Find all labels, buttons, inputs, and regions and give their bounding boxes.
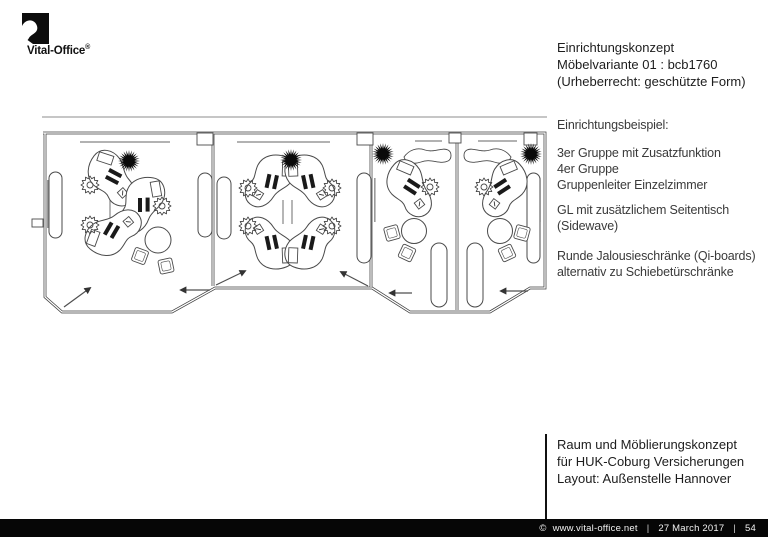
project-block xyxy=(557,436,762,487)
concept-item-3: Gruppenleiter Einzelzimmer xyxy=(557,178,708,192)
round-table-icon xyxy=(488,219,513,244)
footer-date: 27 March 2017 xyxy=(658,522,725,534)
stool-icon xyxy=(498,244,517,263)
project-line-1: Raum und Möblierungskonzept xyxy=(557,437,737,452)
column-icon xyxy=(449,133,461,143)
project-rule xyxy=(545,434,547,519)
round-table-icon xyxy=(145,227,171,253)
footer-page-number: 54 xyxy=(745,522,756,534)
cabinet-icon xyxy=(49,172,62,238)
cabinet-icon xyxy=(217,177,231,239)
footer-website: www.vital-office.net xyxy=(552,522,638,534)
footer-separator: | xyxy=(646,522,650,534)
title-line-1: Einrichtungskonzept xyxy=(557,40,675,55)
concept-item-7: alternativ zu Schiebetürschränke xyxy=(557,265,734,279)
plant-filled-icon xyxy=(518,141,545,168)
column-icon xyxy=(524,133,537,145)
column-icon xyxy=(357,133,373,145)
concept-item-1: 3er Gruppe mit Zusatzfunktion xyxy=(557,146,721,160)
room-2-4er-gruppe xyxy=(238,146,342,277)
door-swing-icon xyxy=(341,272,368,286)
stool-icon xyxy=(383,224,400,241)
title-line-3: (Urheberrecht: geschützte Form) xyxy=(557,74,746,89)
cabinet-icon xyxy=(357,173,371,263)
cabinet-icon xyxy=(527,173,540,263)
brand-name-text: Vital-Office xyxy=(27,44,86,57)
copyright-icon: © xyxy=(539,522,547,534)
door-swing-icon xyxy=(64,288,90,307)
stool-icon xyxy=(398,244,417,263)
cabinet-icon xyxy=(431,243,447,307)
concept-item-2: 4er Gruppe xyxy=(557,162,619,176)
cabinet-icon xyxy=(467,243,483,307)
project-line-2: für HUK-Coburg Versicherungen xyxy=(557,454,745,469)
round-table-icon xyxy=(402,219,427,244)
stool-icon xyxy=(131,247,149,265)
title-line-2: Möbelvariante 01 : bcb1760 xyxy=(557,57,718,72)
plant-filled-icon xyxy=(370,141,397,168)
wall-marker xyxy=(32,219,43,227)
brand-registered-mark: ® xyxy=(85,44,91,51)
concept-item-5: (Sidewave) xyxy=(557,219,619,233)
project-line-3: Layout: Außenstelle Hannover xyxy=(557,471,732,486)
desk-icon xyxy=(378,154,443,224)
stool-icon xyxy=(513,224,530,241)
room-1-3er-gruppe xyxy=(79,144,174,274)
stool-icon xyxy=(158,258,175,275)
desk-icon xyxy=(470,154,535,224)
concept-item-4: GL mit zusätzlichem Seitentisch xyxy=(557,203,730,217)
concept-item-6: Runde Jalousieschränke (Qi-boards) xyxy=(557,249,756,263)
door-swing-icon xyxy=(216,271,245,285)
concept-intro: Einrichtungsbeispiel: xyxy=(557,118,669,132)
footer-bar xyxy=(0,519,768,537)
desk-link xyxy=(283,200,292,224)
footer-separator: | xyxy=(733,522,737,534)
column-icon xyxy=(197,133,213,145)
cabinet-icon xyxy=(198,173,212,237)
